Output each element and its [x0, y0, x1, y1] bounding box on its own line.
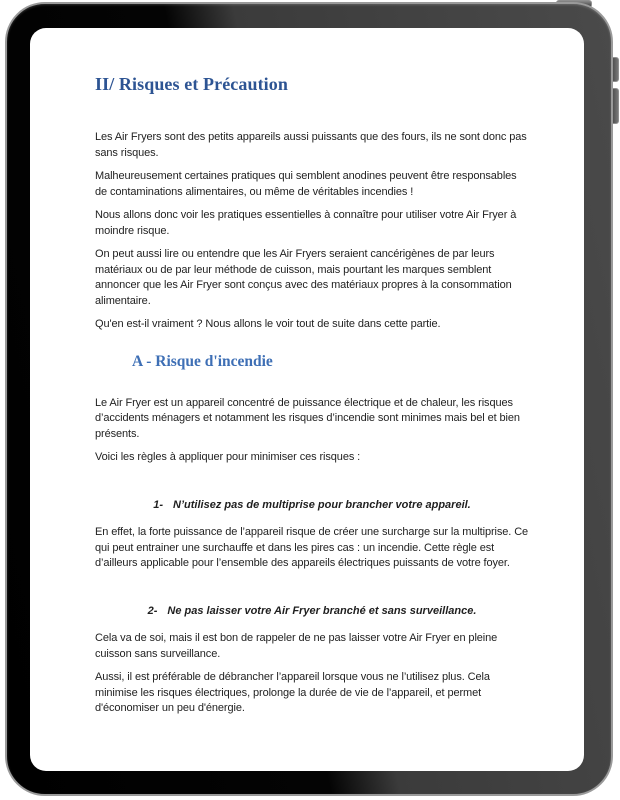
- paragraph: Nous allons donc voir les pratiques essentielles à connaître pour utiliser votre Air Fryer à moindre risque.: [95, 209, 517, 237]
- section-heading: A - Risque d'incendie: [132, 352, 273, 370]
- rule-text: Ne pas laisser votre Air Fryer branché et sans surveillance.: [167, 604, 477, 617]
- device-frame: [5, 2, 613, 796]
- paragraph: Qu'en est-il vraiment ? Nous allons le voir tout de suite dans cette partie.: [95, 318, 441, 330]
- rule-item: [95, 604, 529, 620]
- paragraph: Le Air Fryer est un appareil concentré de puissance électrique et de chaleur, les risques d’accidents ménagers et notamment les risques d’incendie sont minimes mais bel et bien présents.: [95, 396, 520, 440]
- paragraph: On peut aussi lire ou entendre que les Air Fryers seraient cancérigènes de par leurs matériaux ou de par leur méthode de cuisson, mais pourtant les marques semblent annoncer que les Air Fryer sont conçus avec des matériaux propres à la consommation alimentaire.: [95, 248, 512, 307]
- paragraph: En effet, la forte puissance de l’appareil risque de créer une surcharge sur la multiprise. Ce qui peut entrainer une surchauffe et dans les pires cas : un incendie. Cette règle est d’ailleurs applicable pour l’ensemble des appareils électriques puissants de votre foyer.: [95, 526, 529, 569]
- paragraph: Aussi, il est préférable de débrancher l’appareil lorsque vous ne l’utilisez plus. Cela minimise les risques électriques, prolonge la durée de vie de l’appareil, et permet d'économiser un peu d'énergie.: [95, 671, 490, 714]
- document-page: [95, 28, 529, 725]
- rule-item: [95, 498, 529, 514]
- paragraph: Les Air Fryers sont des petits appareils aussi puissants que des fours, ils ne sont donc pas sans risques.: [95, 131, 527, 159]
- paragraph: Cela va de soi, mais il est bon de rappeler de ne pas laisser votre Air Fryer en pleine cuisson sans surveillance.: [95, 632, 498, 660]
- paragraph: Malheureusement certaines pratiques qui semblent anodines peuvent être responsables de contaminations alimentaires, ou même de véritables incendies !: [95, 170, 517, 198]
- paragraph: Voici les règles à appliquer pour minimiser ces risques :: [95, 451, 361, 463]
- rule-number: 2-: [147, 604, 158, 617]
- tablet-screen: [30, 28, 584, 771]
- rule-text: N’utilisez pas de multiprise pour brancher votre appareil.: [173, 498, 471, 511]
- rule-number: 1-: [153, 498, 164, 511]
- page-title: II/ Risques et Précaution: [95, 74, 288, 94]
